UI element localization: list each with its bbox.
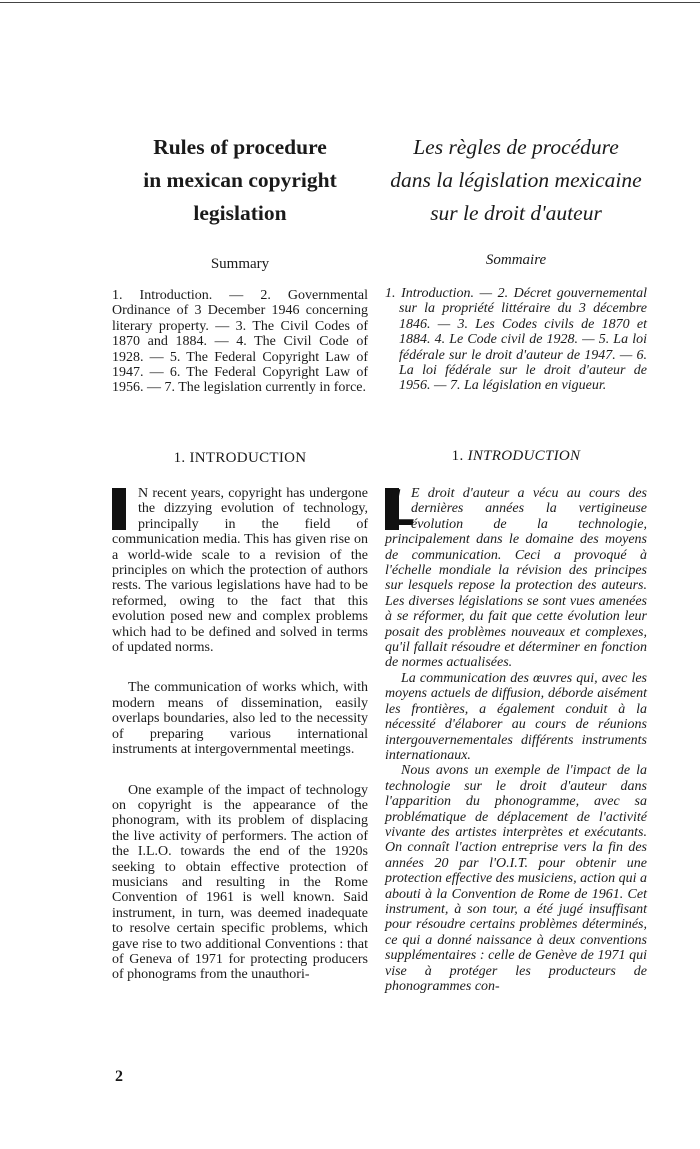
english-title-line-1: Rules of procedure (153, 135, 327, 159)
french-paragraph-2: La communication des œuvres qui, avec les moyens actuels de diffusion, déborde aisément les frontières, a également conduit à la nécessité d'élaborer au cours de réunions intergouvernementales différents instruments internationaux. (385, 670, 647, 763)
english-paragraph-2: The communication of works which, with modern means of dissemination, easily overlaps boundaries, also led to the necessity of preparing various international instruments at intergovernmental meetings. (112, 680, 368, 758)
english-title-line-3: legislation (193, 201, 287, 225)
french-title-line-3: sur le droit d'auteur (430, 201, 602, 225)
english-paragraph-1-text: N recent years, copyright has undergone the dizzying evolution of technology, principally in the field of communication media. This has given rise on a world-wide scale to a revision of the principles on which the protection of authors rests. The various legislations have had to be reformed, owing to the fact that this evolution posed new and complex problems which had to be defined and solved in terms of updated norms. (112, 486, 368, 656)
french-summary-text: 1. Introduction. — 2. Décret gouvernemental sur la propriété littéraire du 3 décembre 1846. — 3. Les Codes civils de 1870 et 1884. 4. Le Code civil de 1928. — 5. La loi fédérale sur le droit d'auteur de 1947. — 6. La loi fédérale sur le droit d'auteur de 1956. — 7. La législation en vigueur. (385, 286, 647, 394)
french-section-title: INTRODUCTION (467, 448, 581, 464)
top-rule (0, 2, 700, 3)
page-number: 2 (115, 1068, 123, 1085)
french-section-number: 1. (451, 448, 464, 464)
french-dropcap: L (385, 479, 417, 537)
french-title (385, 131, 647, 230)
french-section-heading (385, 448, 647, 465)
french-summary-heading: Sommaire (485, 252, 547, 268)
french-body (385, 479, 647, 994)
english-paragraph-1 (112, 479, 368, 656)
english-title (112, 131, 368, 230)
english-summary-heading: Summary (210, 256, 270, 272)
french-title-line-1: Les règles de procédure (413, 135, 619, 159)
english-paragraph-3: One example of the impact of technology on copyright is the appearance of the phonogram, with its problem of displacing the live activity of performers. The action of the I.L.O. towards the end of the 1920s seeking to obtain effective protection of musicians and resulting in the Rome Convention of 1961 is well known. Said instrument, in turn, was deemed inadequate to resolve certain specific problems, which gave rise to two additional Conventions : that of Geneva of 1971 for protecting producers of phonograms from the unauthori- (112, 782, 368, 983)
french-paragraph-1 (385, 479, 647, 671)
english-title-line-2: in mexican copyright (143, 168, 337, 192)
english-dropcap: I (112, 479, 127, 537)
french-paragraph-3: Nous avons un exemple de l'impact de la technologie sur le droit d'auteur dans l'apparition du phonogramme, avec sa problématique de déplacement de l'activité vivante des artistes interprètes et exécutants. On connaît l'action entreprise vers la fin des années 20 par l'O.I.T. pour obtenir une protection effective des musiciens, action qui a abouti à la Convention de Rome de 1961. Cet instrument, à son tour, a été jugé insuffisant pour résoudre certains problèmes déterminés, ce qui a donné naissance à deux conventions supplémentaires : celle de Genève de 1971 qui vise à protéger les producteurs de phonogrammes con- (385, 763, 647, 994)
french-title-line-2: dans la législation mexicaine (390, 168, 642, 192)
french-paragraph-1-text: E droit d'auteur a vécu au cours des dernières années la vertigineuse évolution de la technologie, principalement dans le domaine des moyens de communication. Ceci a provoqué à l'échelle mondiale la révision des principes sur lesquels repose la protection des auteurs. Les diverses législations se sont vues amenées à se réformer, du fait que cette évolution leur posait des problèmes nouveaux et complexes, qu'il fallait résoudre et déterminer en fonction de normes actualisées. (385, 486, 647, 671)
english-summary-text: 1. Introduction. — 2. Governmental Ordinance of 3 December 1946 concerning literary property. — 3. The Civil Codes of 1870 and 1884. — 4. The Civil Code of 1928. — 5. The Federal Copyright Law of 1947. — 6. The Federal Copyright Law of 1956. — 7. The legislation currently in force. (112, 288, 368, 396)
english-body (112, 479, 368, 983)
english-section-heading: 1. INTRODUCTION (173, 450, 307, 466)
